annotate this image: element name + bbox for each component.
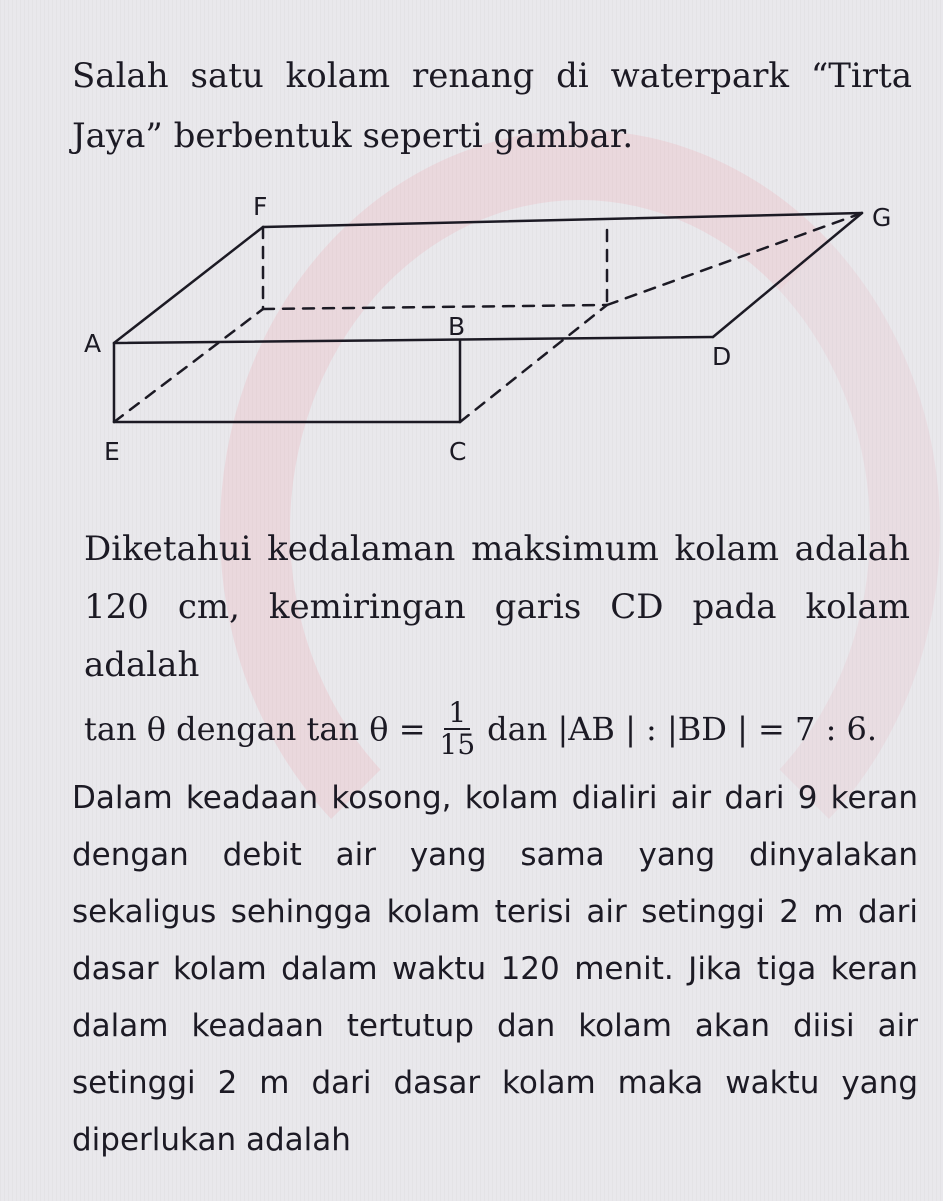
label-B: B xyxy=(448,312,466,341)
edge-A-D xyxy=(114,337,713,343)
fraction-numerator: 1 xyxy=(444,698,470,730)
hidden-edge-C-back xyxy=(460,305,607,422)
edge-D-G xyxy=(713,213,862,337)
tan-fraction xyxy=(440,698,476,760)
fraction-denominator: 15 xyxy=(439,728,476,761)
hidden-edge-back-G xyxy=(607,213,862,305)
given-paragraph xyxy=(84,520,910,760)
ratio-text: dan |AB | : |BD | = 7 : 6. xyxy=(487,710,878,748)
edge-F-G xyxy=(263,213,862,227)
label-A: A xyxy=(84,329,102,358)
label-C: C xyxy=(449,437,467,466)
problem-paragraph: Dalam keadaan kosong, kolam dialiri air dari 9 keran dengan debit air yang sama yang dinyalakan sekaligus sehingga kolam terisi air setinggi 2 m dari dasar kolam dalam waktu 120 menit. Jika tiga keran dalam keadaan tertutup dan kolam akan diisi air setinggi 2 m dari dasar kolam maka waktu yang diperlukan adalah xyxy=(72,780,918,1158)
label-E: E xyxy=(104,437,120,466)
label-D: D xyxy=(712,342,732,371)
label-G: G xyxy=(872,203,892,232)
label-F: F xyxy=(253,192,268,221)
intro-paragraph: Salah satu kolam renang di waterpark “Tirta Jaya” berbentuk seperti gambar. xyxy=(72,56,912,156)
given-text: Diketahui kedalaman maksimum kolam adalah 120 cm, kemiringan garis CD pada kolam adalah xyxy=(84,529,910,685)
hidden-edge-bottom-back xyxy=(263,305,607,309)
tan-prefix: tan θ dengan tan θ = xyxy=(84,710,426,748)
tan-equation-line xyxy=(84,698,910,760)
